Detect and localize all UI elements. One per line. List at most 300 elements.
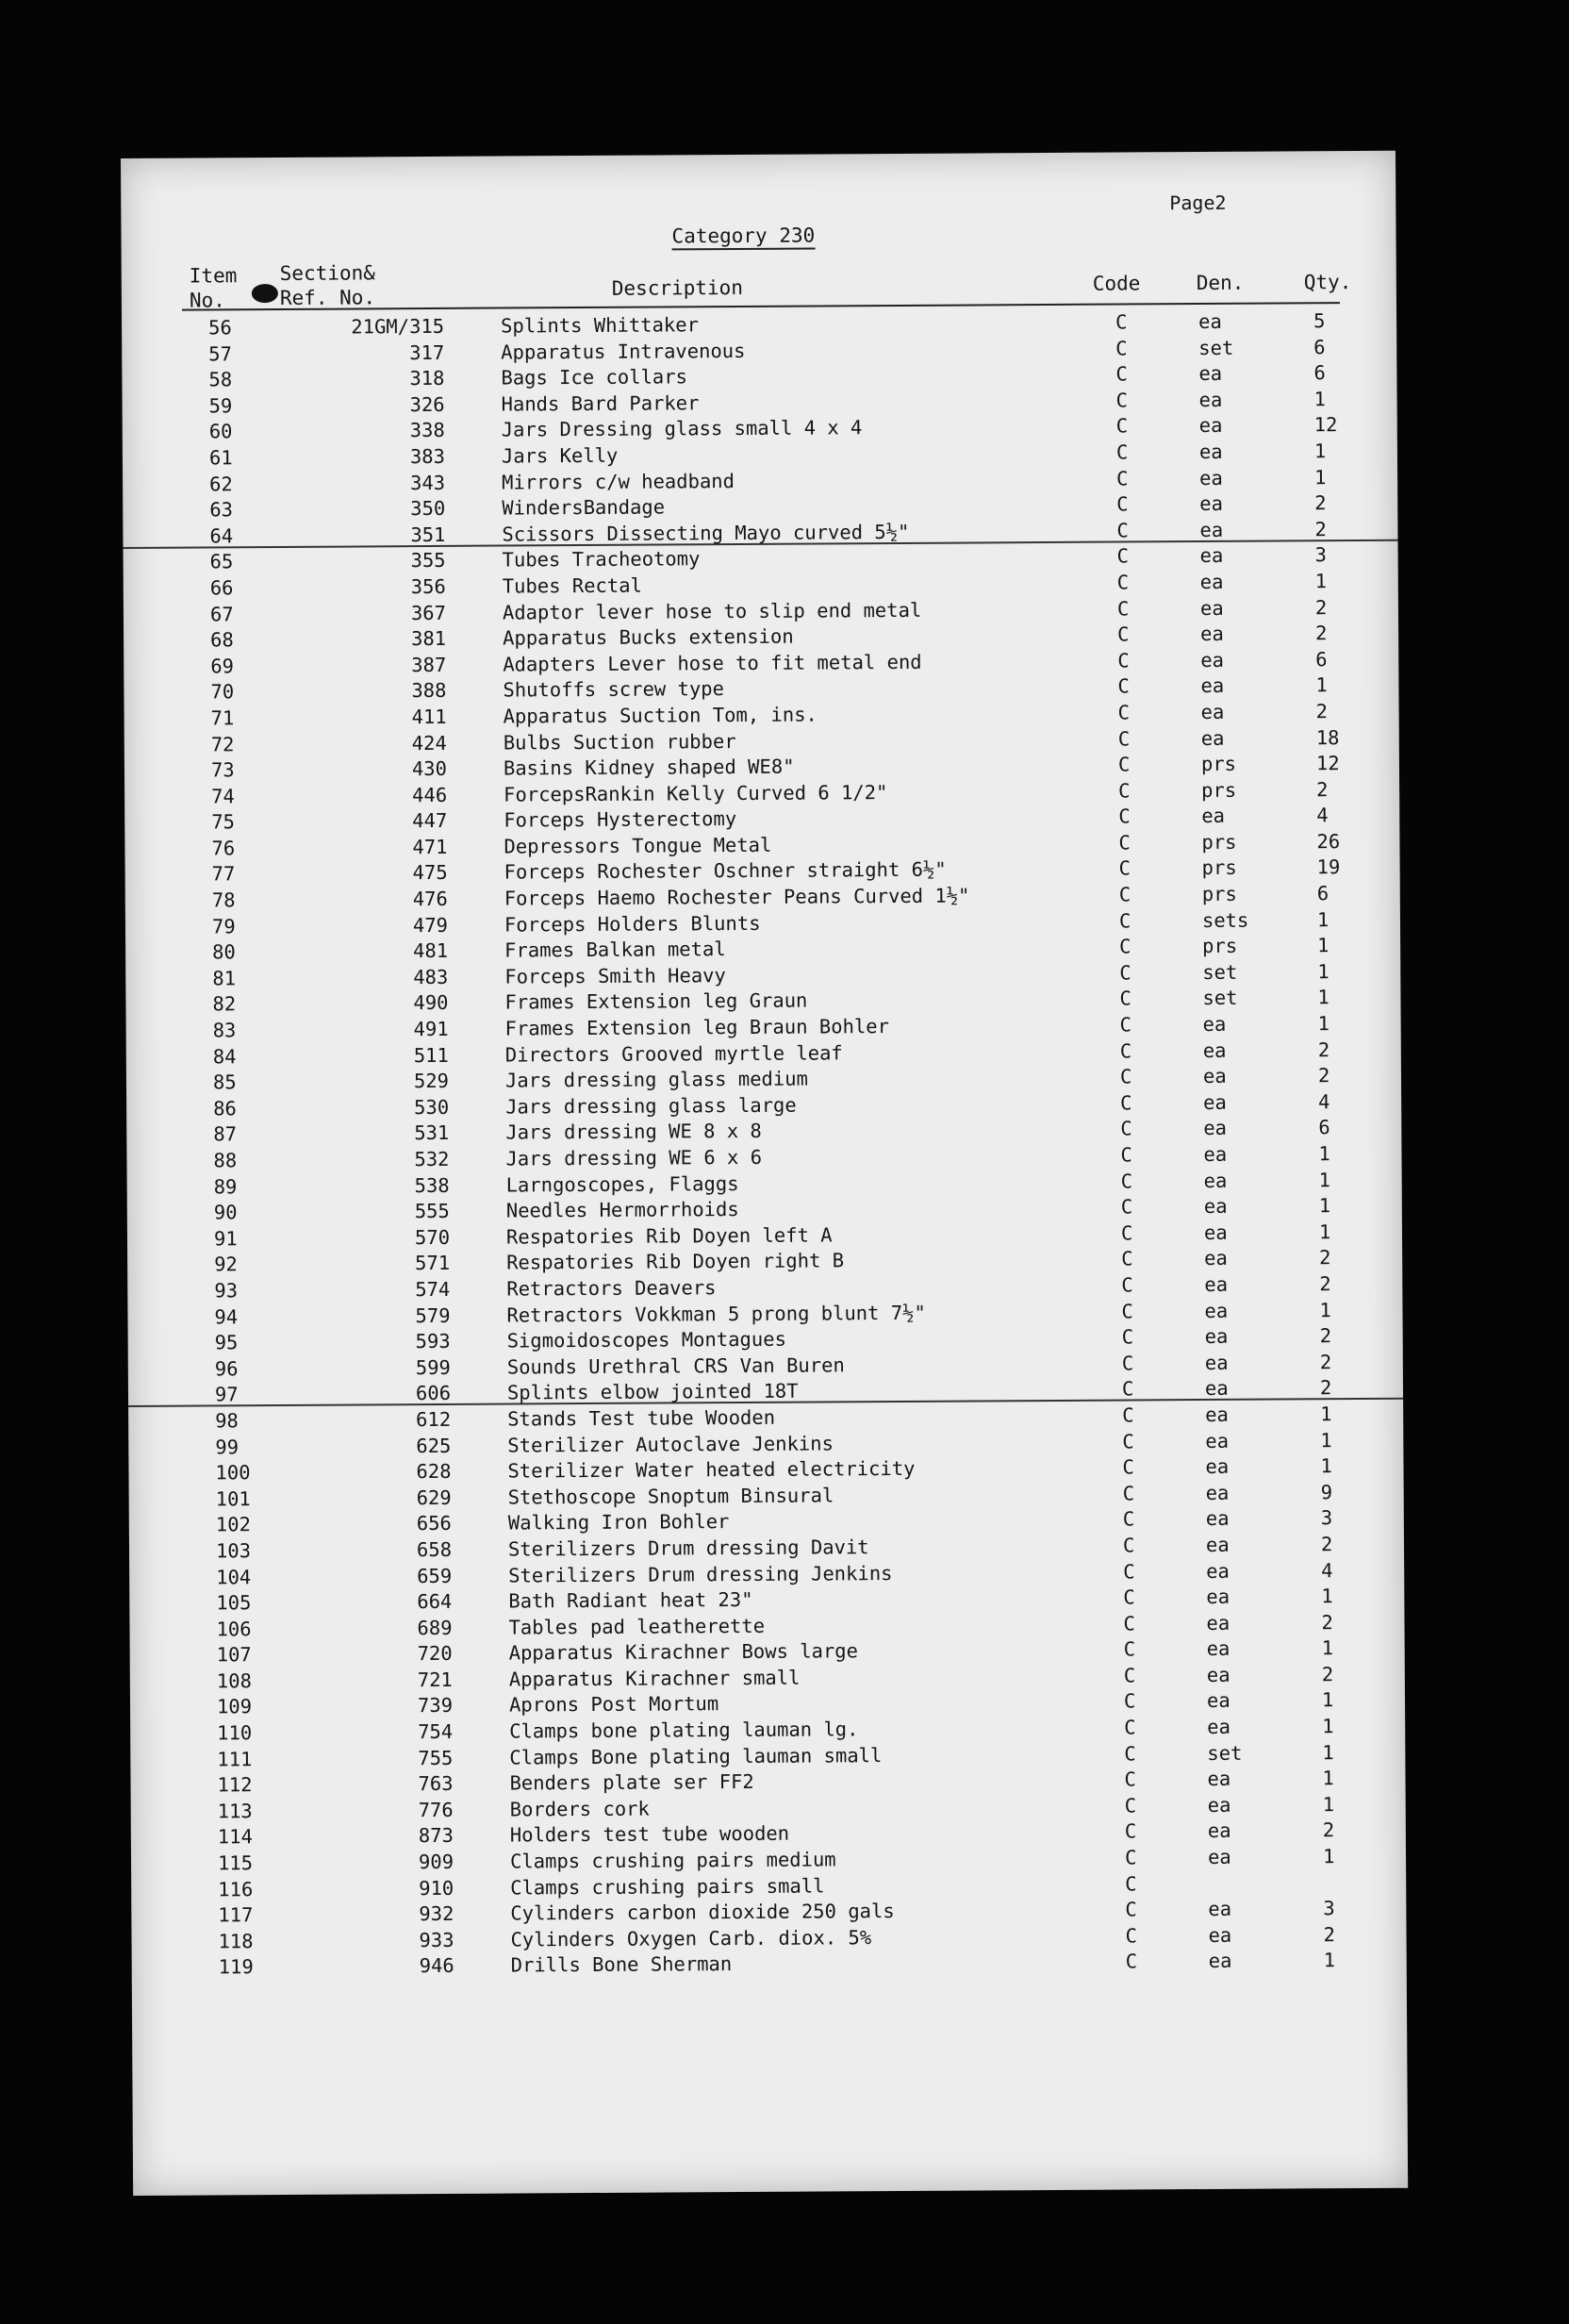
header-section-line2: Ref. No. — [279, 286, 376, 309]
item-description: Jars dressing WE 6 x 6 — [505, 1145, 763, 1170]
item-den: ea — [1199, 466, 1223, 490]
item-number: 110 — [217, 1721, 253, 1745]
item-den: prs — [1201, 882, 1237, 906]
ref-number: 933 — [419, 1928, 454, 1951]
item-code: C — [1123, 1585, 1135, 1609]
item-code: C — [1124, 1716, 1136, 1739]
ref-number: 555 — [414, 1200, 450, 1223]
ref-number: 664 — [417, 1589, 453, 1614]
item-qty: 2 — [1314, 491, 1327, 515]
item-description: Splints elbow jointed 18T — [506, 1379, 799, 1404]
ref-number: 338 — [409, 419, 445, 442]
item-number: 64 — [209, 524, 234, 548]
item-qty: 1 — [1322, 1715, 1334, 1738]
item-den: ea — [1208, 1923, 1232, 1947]
item-description: Forceps Hysterectomy — [504, 807, 737, 832]
item-description: Basins Kidney shaped WE8" — [503, 755, 795, 780]
item-den: ea — [1199, 544, 1224, 568]
header-den: Den. — [1196, 271, 1245, 295]
item-code: C — [1122, 1429, 1134, 1453]
item-description: Sterilizers Drum dressing Davit — [507, 1536, 869, 1561]
item-description: Mirrors c/w headband — [502, 469, 735, 494]
item-code: C — [1117, 622, 1130, 646]
item-number: 74 — [211, 784, 235, 808]
item-code: C — [1119, 1065, 1132, 1088]
item-den: ea — [1201, 805, 1226, 828]
item-qty: 1 — [1313, 440, 1327, 463]
item-den: ea — [1203, 1117, 1228, 1140]
item-description: Sterilizer Autoclave Jenkins — [507, 1431, 834, 1457]
item-code: C — [1120, 1195, 1133, 1219]
item-qty: 1 — [1317, 1012, 1330, 1036]
item-number: 94 — [214, 1304, 239, 1328]
item-number: 99 — [215, 1435, 239, 1458]
item-code: C — [1124, 1819, 1137, 1843]
ref-number: 593 — [415, 1330, 451, 1353]
item-code: C — [1117, 753, 1131, 776]
item-code: C — [1124, 1742, 1136, 1766]
item-description: Cylinders carbon dioxide 250 gals — [510, 1900, 895, 1925]
item-description: ForcepsRankin Kelly Curved 6 1/2" — [504, 780, 888, 806]
item-qty: 6 — [1318, 1116, 1330, 1139]
item-description: Frames Extension leg Braun Bohler — [504, 1015, 890, 1040]
item-qty: 1 — [1314, 465, 1327, 489]
ref-number: 411 — [411, 705, 447, 729]
item-qty: 2 — [1315, 622, 1328, 645]
item-code: C — [1118, 883, 1131, 906]
item-den: ea — [1206, 1585, 1230, 1609]
item-number: 86 — [213, 1097, 237, 1120]
item-number: 59 — [208, 394, 233, 418]
ref-number: 367 — [410, 601, 447, 624]
ref-number: 754 — [418, 1719, 454, 1744]
item-description: Retractors Deavers — [506, 1276, 717, 1301]
ref-number: 476 — [412, 887, 448, 911]
item-qty: 6 — [1313, 335, 1326, 358]
item-description: Walking Iron Bohler — [507, 1510, 730, 1535]
item-den: ea — [1200, 648, 1225, 672]
item-den: ea — [1204, 1325, 1229, 1349]
item-number: 75 — [211, 810, 236, 834]
item-description: Larngoscopes, Flaggs — [505, 1171, 739, 1197]
item-qty: 1 — [1313, 387, 1326, 411]
item-den: ea — [1198, 388, 1223, 411]
item-number: 56 — [208, 316, 232, 340]
item-den: ea — [1205, 1403, 1229, 1426]
item-code: C — [1116, 492, 1129, 516]
ref-number: 656 — [416, 1512, 452, 1536]
item-description: WindersBandage — [502, 495, 666, 520]
item-description: Depressors Tongue Metal — [504, 833, 772, 858]
item-number: 62 — [209, 472, 233, 495]
item-description: Apparatus Kirachner Bows large — [508, 1639, 859, 1665]
item-number: 92 — [214, 1253, 238, 1276]
item-description: Sterilizer Water heated electricity — [507, 1457, 916, 1483]
item-description: Sigmoidoscopes Montagues — [506, 1327, 786, 1353]
item-number: 58 — [208, 368, 233, 391]
item-code: C — [1125, 1950, 1138, 1973]
ref-number: 659 — [417, 1564, 453, 1587]
item-qty: 1 — [1318, 1142, 1330, 1166]
item-qty: 1 — [1321, 1688, 1334, 1712]
item-description: Bags Ice collars — [501, 365, 687, 390]
item-number: 70 — [210, 680, 235, 704]
item-code: C — [1117, 649, 1130, 672]
item-den: ea — [1199, 492, 1224, 516]
item-description: Clamps bone plating lauman lg. — [509, 1718, 859, 1743]
item-number: 93 — [214, 1279, 239, 1303]
item-den: ea — [1199, 518, 1224, 541]
ref-number: 351 — [410, 523, 446, 546]
item-number: 82 — [212, 992, 237, 1016]
item-qty: 4 — [1316, 804, 1329, 827]
item-code: C — [1117, 674, 1130, 698]
item-qty: 1 — [1317, 986, 1330, 1009]
item-number: 106 — [216, 1617, 252, 1641]
item-description: Clamps Bone plating lauman small — [509, 1743, 883, 1769]
item-description: Clamps crushing pairs small — [510, 1874, 825, 1900]
item-qty: 2 — [1319, 1272, 1331, 1296]
ref-number: 755 — [418, 1746, 454, 1769]
item-qty: 1 — [1316, 907, 1330, 931]
item-den: ea — [1204, 1272, 1229, 1296]
ref-number: 932 — [419, 1902, 454, 1926]
ref-number: 629 — [416, 1486, 452, 1509]
item-den: ea — [1207, 1845, 1231, 1869]
item-description: Jars dressing glass medium — [504, 1067, 808, 1092]
header-section-ref — [280, 260, 375, 310]
item-code: C — [1116, 467, 1129, 490]
item-description: Scissors Dissecting Mayo curved 5½" — [502, 520, 910, 546]
item-code: C — [1121, 1300, 1133, 1323]
ref-number: 574 — [415, 1277, 451, 1302]
item-number: 69 — [210, 654, 235, 678]
item-qty: 1 — [1314, 570, 1328, 593]
item-den: ea — [1203, 1169, 1228, 1192]
item-number: 96 — [214, 1357, 239, 1381]
item-code: C — [1118, 909, 1131, 933]
item-den: ea — [1205, 1429, 1230, 1452]
item-qty: 2 — [1319, 1350, 1332, 1374]
ref-number: 628 — [416, 1460, 452, 1484]
item-code: C — [1124, 1768, 1136, 1791]
item-qty: 2 — [1321, 1663, 1334, 1686]
item-code: C — [1120, 1170, 1133, 1193]
item-number: 117 — [218, 1903, 254, 1927]
ref-number: 381 — [411, 627, 447, 651]
item-qty: 1 — [1320, 1454, 1332, 1478]
item-code: C — [1122, 1403, 1134, 1427]
item-qty: 2 — [1319, 1324, 1332, 1348]
item-description: Jars Kelly — [501, 443, 619, 468]
item-qty: 1 — [1320, 1403, 1332, 1426]
ref-number: 571 — [415, 1252, 451, 1275]
item-qty: 1 — [1321, 1585, 1333, 1608]
item-description: Adapters Lever hose to fit metal end — [503, 650, 922, 676]
item-description: Sounds Urethral CRS Van Buren — [506, 1353, 845, 1379]
category-title: Category 230 — [671, 224, 815, 251]
item-number: 71 — [210, 706, 235, 730]
item-den: ea — [1204, 1299, 1229, 1322]
item-den: ea — [1198, 309, 1222, 334]
item-code: C — [1115, 362, 1128, 386]
item-code: C — [1120, 1221, 1133, 1245]
item-qty: 2 — [1322, 1818, 1335, 1842]
item-number: 104 — [216, 1565, 252, 1588]
item-qty: 1 — [1317, 934, 1330, 957]
item-qty: 4 — [1318, 1089, 1330, 1114]
ref-number: 475 — [412, 861, 448, 885]
item-code: C — [1116, 597, 1130, 621]
ref-number: 355 — [410, 549, 446, 573]
ref-number: 318 — [409, 367, 445, 390]
item-description: Forceps Rochester Oschner straight 6½" — [504, 858, 947, 884]
ink-blot — [252, 284, 278, 303]
page-number: Page2 — [1169, 191, 1227, 215]
item-description: Respatories Rib Doyen left A — [505, 1223, 833, 1249]
item-code: C — [1123, 1559, 1135, 1584]
item-number: 113 — [217, 1800, 253, 1823]
item-qty: 3 — [1320, 1506, 1333, 1530]
item-qty: 2 — [1320, 1533, 1333, 1556]
item-code: C — [1116, 544, 1130, 568]
item-number: 63 — [209, 498, 234, 522]
item-description: Tables pad leatherette — [508, 1614, 766, 1639]
item-qty: 26 — [1316, 829, 1341, 854]
item-code: C — [1115, 310, 1128, 334]
item-den: ea — [1207, 1819, 1231, 1843]
item-description: Apparatus Bucks extension — [503, 624, 794, 650]
item-code: C — [1122, 1507, 1135, 1531]
ref-number: 570 — [414, 1225, 451, 1249]
item-qty: 2 — [1317, 1038, 1330, 1061]
item-number: 73 — [210, 758, 235, 782]
item-number: 68 — [210, 628, 234, 652]
item-description: Clamps crushing pairs medium — [509, 1848, 836, 1873]
header-item-no — [190, 263, 238, 312]
item-code: C — [1116, 571, 1130, 594]
item-qty: 1 — [1317, 960, 1330, 984]
item-qty: 1 — [1320, 1428, 1332, 1452]
item-number: 90 — [213, 1201, 238, 1224]
item-description: Frames Extension leg Graun — [504, 989, 808, 1014]
item-qty: 6 — [1316, 882, 1330, 905]
item-den: ea — [1199, 596, 1224, 620]
ref-number: 21GM/315 — [351, 314, 445, 339]
ref-number: 909 — [418, 1850, 454, 1874]
ref-number: 532 — [414, 1147, 450, 1171]
item-description: Tubes Tracheotomy — [502, 547, 701, 572]
item-qty: 1 — [1322, 1740, 1334, 1764]
item-code: C — [1115, 389, 1129, 412]
item-qty: 1 — [1318, 1194, 1331, 1218]
item-code: C — [1119, 935, 1131, 958]
item-code: C — [1117, 701, 1131, 724]
item-description: Forceps Smith Heavy — [504, 963, 726, 988]
item-qty: 1 — [1322, 1767, 1334, 1790]
ref-number: 388 — [411, 679, 447, 703]
ref-number: 776 — [418, 1798, 454, 1821]
item-number: 102 — [215, 1513, 251, 1536]
item-code: C — [1121, 1273, 1133, 1297]
item-den: set — [1202, 987, 1238, 1010]
item-number: 57 — [208, 341, 233, 366]
item-code: C — [1123, 1689, 1136, 1713]
item-den: ea — [1202, 1065, 1227, 1088]
item-code: C — [1115, 414, 1129, 438]
item-den: prs — [1201, 830, 1237, 854]
item-number: 91 — [213, 1227, 238, 1251]
item-description: Stethoscope Snoptum Binsural — [507, 1484, 834, 1509]
item-code: C — [1118, 856, 1131, 881]
item-den: ea — [1204, 1247, 1228, 1270]
ref-number: 599 — [415, 1355, 451, 1379]
item-qty: 1 — [1321, 1636, 1334, 1660]
item-number: 109 — [216, 1695, 253, 1718]
item-den: ea — [1208, 1898, 1232, 1921]
item-number: 85 — [212, 1071, 237, 1094]
ref-number: 356 — [410, 574, 446, 599]
item-qty: 2 — [1323, 1922, 1335, 1947]
item-qty: 2 — [1316, 777, 1329, 801]
item-qty: 1 — [1322, 1793, 1335, 1817]
ref-number: 481 — [413, 939, 449, 963]
item-code: C — [1119, 987, 1131, 1010]
item-qty: 2 — [1321, 1610, 1333, 1634]
item-qty: 3 — [1314, 543, 1328, 567]
ref-number: 612 — [416, 1407, 452, 1432]
item-description: Aprons Post Mortum — [508, 1692, 719, 1717]
item-qty: 1 — [1318, 1168, 1331, 1191]
item-den: ea — [1198, 440, 1223, 463]
item-number: 107 — [216, 1643, 252, 1667]
header-item-line2: No. — [189, 289, 225, 312]
ref-number: 606 — [415, 1382, 452, 1405]
item-qty: 6 — [1315, 647, 1328, 671]
item-number: 116 — [218, 1877, 254, 1901]
item-description: Adaptor lever hose to slip end metal — [502, 598, 922, 624]
item-den: ea — [1206, 1611, 1230, 1635]
ref-number: 763 — [418, 1772, 454, 1796]
item-number: 95 — [214, 1331, 239, 1354]
ref-number: 326 — [409, 392, 445, 416]
item-qty: 2 — [1314, 517, 1327, 541]
item-code: C — [1119, 1013, 1132, 1037]
item-number: 81 — [212, 967, 237, 990]
item-qty: 2 — [1317, 1064, 1330, 1087]
item-description: Hands Bard Parker — [501, 391, 700, 416]
item-number: 77 — [211, 862, 236, 886]
item-den: ea — [1206, 1663, 1230, 1686]
ref-number: 531 — [414, 1121, 450, 1145]
item-den: ea — [1205, 1454, 1230, 1479]
item-description: Respatories Rib Doyen right B — [506, 1249, 845, 1274]
item-code: C — [1121, 1325, 1134, 1349]
ref-number: 350 — [410, 497, 446, 521]
item-qty: 12 — [1315, 752, 1340, 775]
item-code: C — [1124, 1846, 1137, 1869]
item-number: 61 — [208, 446, 233, 470]
item-description: Holders test tube wooden — [509, 1822, 790, 1847]
item-description: Forceps Haemo Rochester Peans Curved 1½" — [504, 884, 970, 910]
item-qty: 1 — [1318, 1220, 1331, 1244]
item-number: 119 — [218, 1955, 254, 1979]
item-number: 97 — [214, 1383, 239, 1406]
item-den: ea — [1198, 414, 1223, 438]
item-den: ea — [1200, 700, 1225, 723]
item-number: 66 — [209, 576, 234, 600]
ref-number: 658 — [416, 1537, 453, 1562]
item-description: Jars Dressing glass small 4 x 4 — [501, 416, 863, 441]
item-qty: 2 — [1319, 1376, 1332, 1400]
item-code: C — [1118, 831, 1131, 855]
item-den: ea — [1202, 1038, 1227, 1062]
header-description: Description — [611, 275, 744, 300]
item-code: C — [1119, 961, 1131, 985]
item-number: 72 — [210, 732, 235, 755]
item-number: 111 — [217, 1747, 253, 1771]
item-description: Apparatus Suction Tom, ins. — [503, 703, 818, 728]
item-den: set — [1198, 336, 1234, 359]
item-code: C — [1118, 779, 1131, 803]
item-number: 98 — [215, 1409, 239, 1433]
ref-number: 387 — [411, 653, 447, 676]
item-den: ea — [1206, 1689, 1230, 1713]
items-table — [122, 307, 1407, 1981]
ref-number: 689 — [417, 1616, 453, 1639]
item-qty: 5 — [1313, 309, 1326, 333]
item-number: 67 — [209, 602, 234, 625]
item-qty: 6 — [1313, 361, 1326, 385]
item-den: ea — [1206, 1637, 1230, 1661]
header-code: Code — [1092, 272, 1141, 295]
item-code: C — [1121, 1377, 1134, 1401]
item-den: ea — [1205, 1533, 1230, 1556]
item-den: ea — [1200, 726, 1225, 750]
ref-number: 446 — [412, 783, 448, 806]
item-qty: 1 — [1315, 673, 1328, 697]
item-number: 78 — [211, 888, 236, 912]
item-number: 103 — [215, 1539, 252, 1563]
item-qty: 12 — [1313, 413, 1338, 437]
item-den: ea — [1207, 1715, 1230, 1739]
item-den: ea — [1206, 1559, 1230, 1583]
ref-number: 579 — [415, 1303, 451, 1327]
item-den: ea — [1200, 622, 1224, 646]
item-number: 118 — [218, 1929, 254, 1953]
item-qty: 19 — [1316, 855, 1341, 879]
ref-number: 739 — [417, 1694, 454, 1718]
item-den: prs — [1202, 935, 1238, 958]
item-code: C — [1125, 1924, 1137, 1948]
item-number: 84 — [212, 1044, 237, 1069]
item-den: set — [1202, 960, 1238, 984]
item-code: C — [1125, 1898, 1137, 1921]
ref-number: 625 — [416, 1434, 452, 1457]
item-description: Bath Radiant heat 23" — [508, 1588, 753, 1613]
item-description: Sterilizers Drum dressing Jenkins — [508, 1561, 893, 1587]
item-qty: 1 — [1319, 1298, 1331, 1321]
item-den: ea — [1204, 1351, 1229, 1374]
item-description: Jars dressing WE 8 x 8 — [505, 1120, 762, 1144]
item-code: C — [1120, 1143, 1132, 1167]
ref-number: 483 — [413, 965, 449, 988]
ref-number: 910 — [419, 1876, 454, 1900]
item-qty: 4 — [1321, 1558, 1333, 1582]
header-section-line1: Section& — [279, 261, 375, 285]
item-number: 60 — [208, 420, 233, 443]
item-code: C — [1117, 726, 1131, 751]
